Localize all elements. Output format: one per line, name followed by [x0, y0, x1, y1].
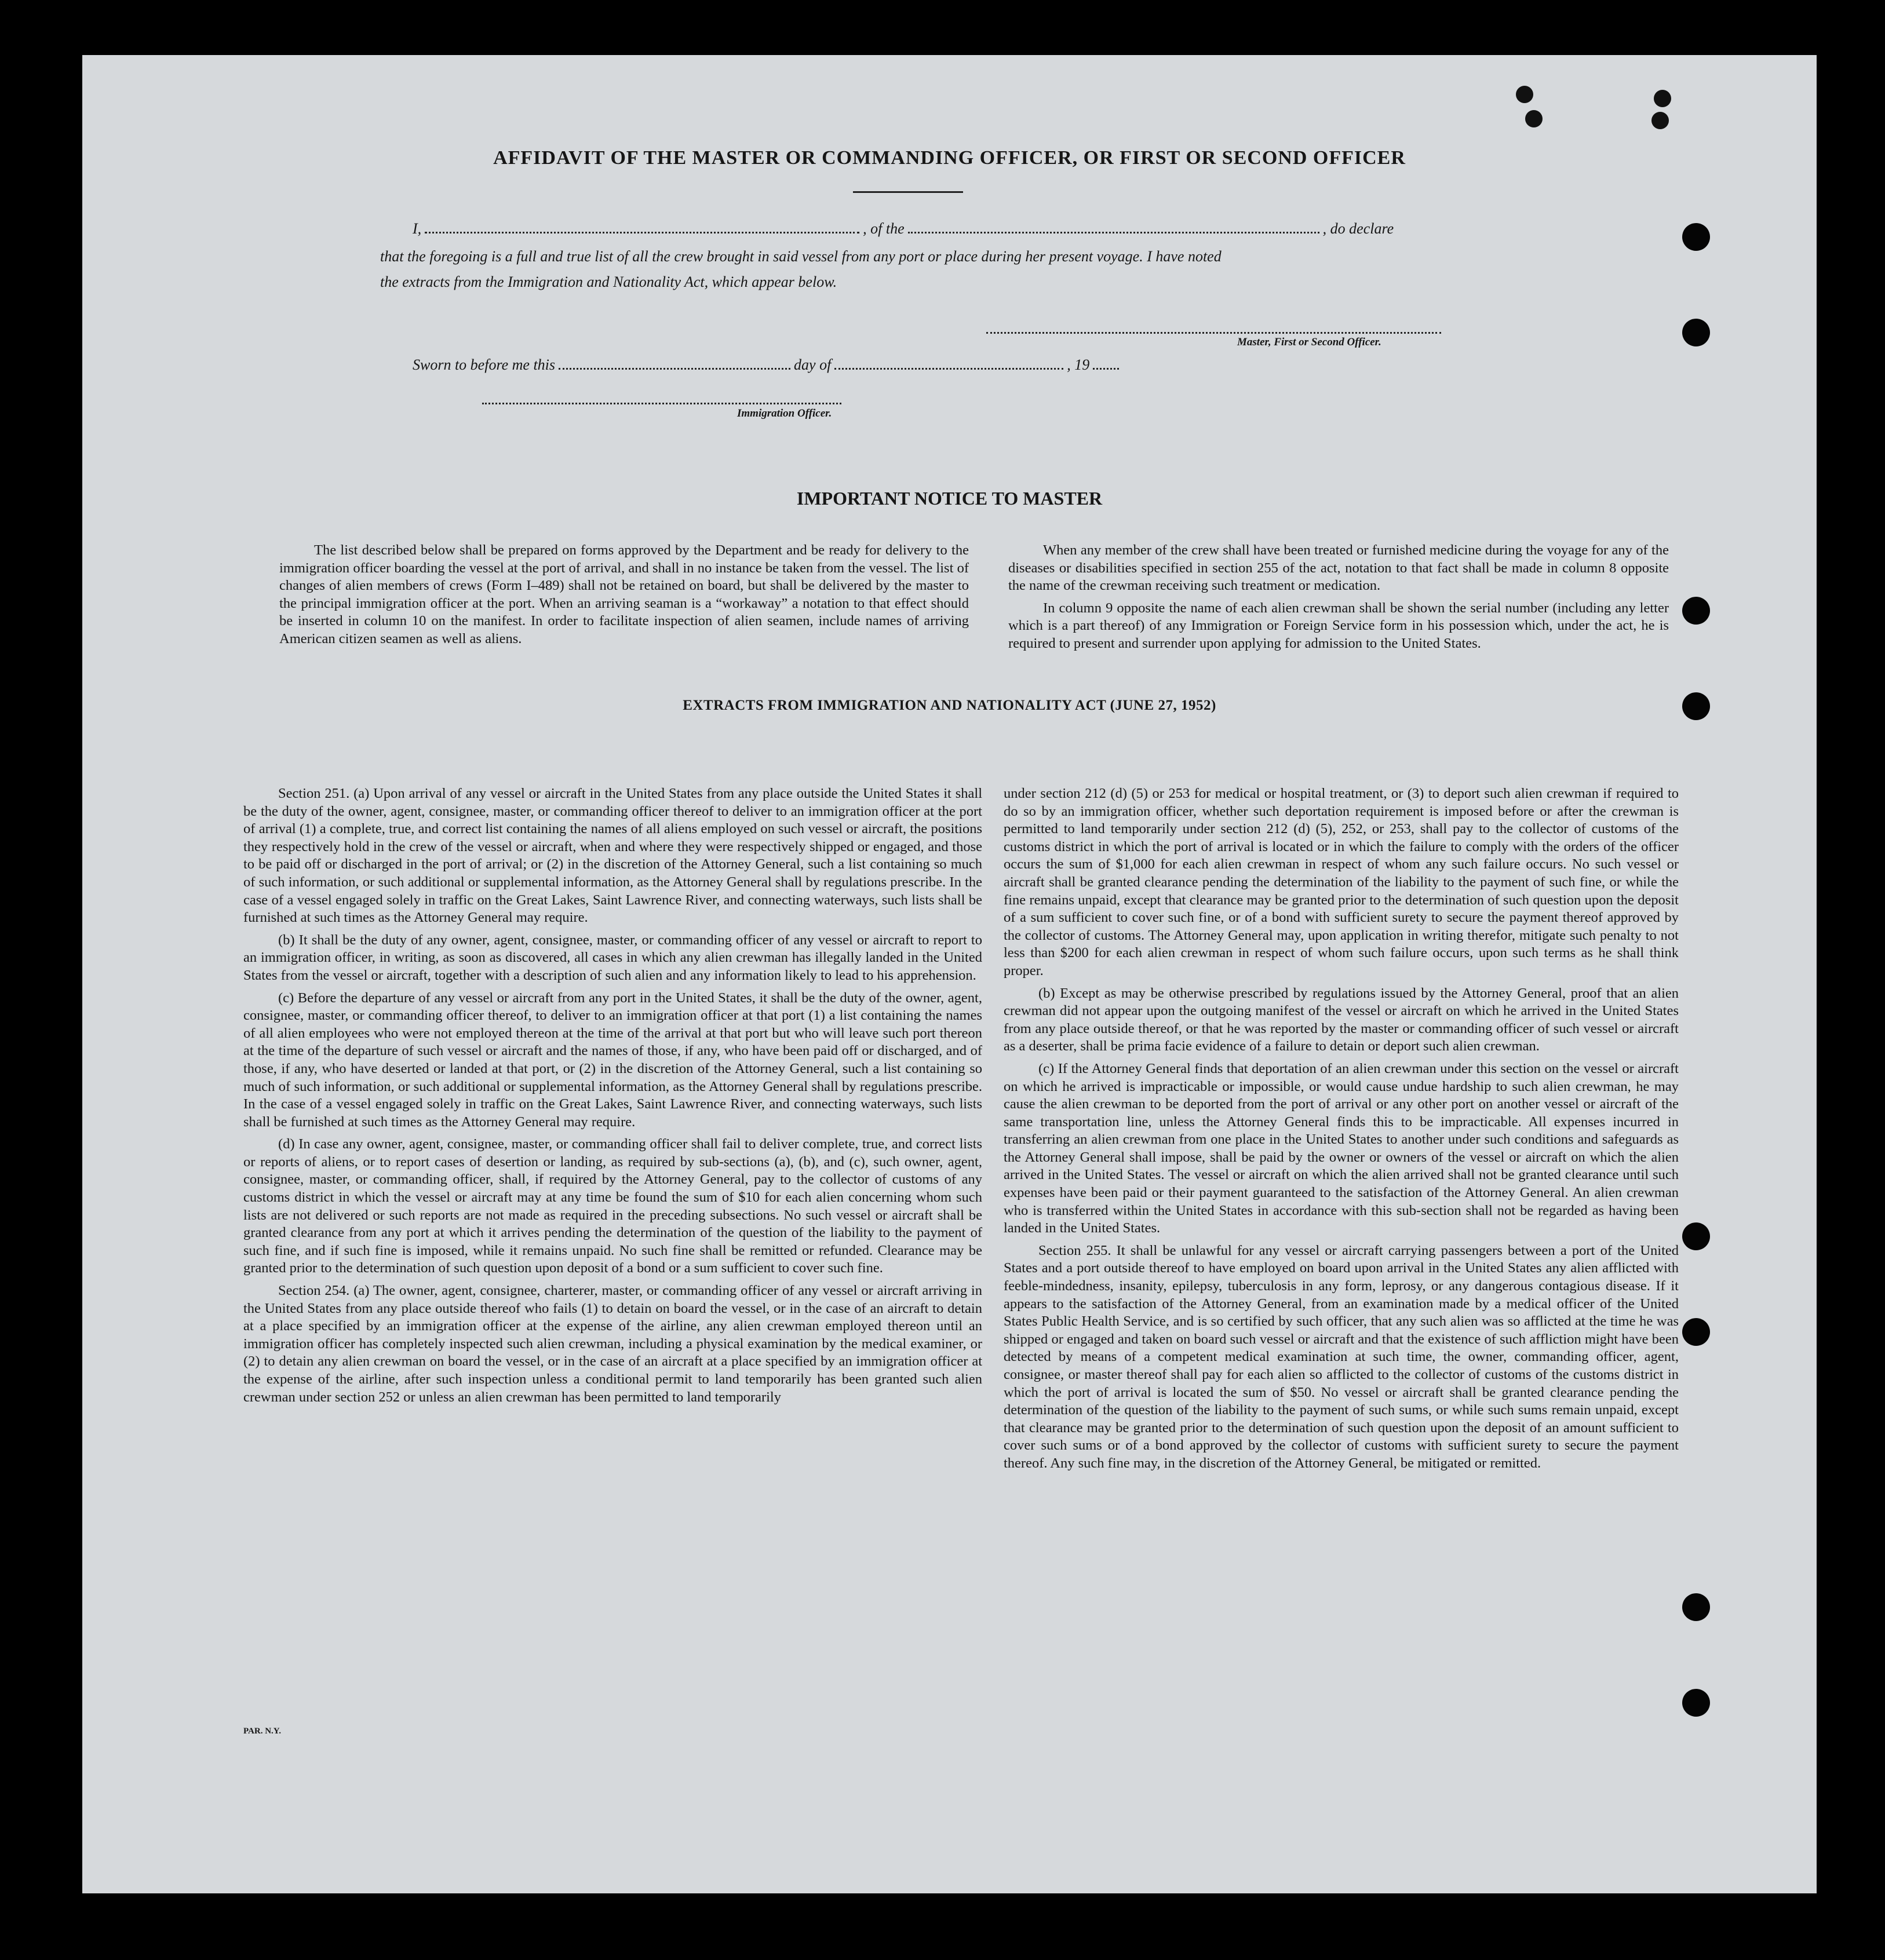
- affidavit-line-1: [413, 220, 1394, 238]
- sworn-start: Sworn to before me this: [413, 356, 556, 373]
- form-page: [82, 55, 1817, 1893]
- punch-hole: [1682, 319, 1710, 346]
- punch-hole: [1682, 1222, 1710, 1250]
- master-signature-line[interactable]: [986, 332, 1441, 334]
- section-251-d: (d) In case any owner, agent, consignee, master, or commanding officer shall fail to deliver complete, true, and correct lists or reports of aliens, or to report cases of desertion or landing, as required by sub-sections (a), (b), and (c), such owner, agent, consignee, master, or commanding officer, shall, if required by the Attorney General, pay to the collector of customs of any customs district in which the vessel or aircraft may at any time be found the sum of $10 for each alien concerning whom such lists are not delivered or such reports are not made as required in the preceding subsections. No such vessel or aircraft shall be granted clearance from any port at which it arrives pending the determination of the question of the liability to the payment of such fine, and if such fine is imposed, while it remains unpaid. No such fine shall be remitted or refunded. Clearance may be granted prior to the determination of such question upon deposit of a bond or a sum sufficient to cover such fine.: [243, 1136, 982, 1276]
- printer-mark: PAR. N.Y.: [243, 1727, 282, 1736]
- section-254-a-continued: under section 212 (d) (5) or 253 for medical or hospital treatment, or (3) to deport such alien crewman if required to do so by an immigration officer, whether such deportation requirement is imposed before or after the crewman is permitted to land temporarily under section 212 (d) (5), 252, or 253, shall pay to the collector of customs of the customs district in which the port of arrival is located or in which the failure to comply with the orders of the officer occurs the sum of $1,000 for each alien crewman in respect of whom any such failure occurs. No such vessel or aircraft shall be granted clearance pending the determination of the liability to the payment of such fine, or while the fine remains unpaid, except that clearance may be granted prior to the determination of such question upon the deposit of a sum sufficient to cover such fine, or of a bond with sufficient surety to secure the payment thereof approved by the collector of customs. The Attorney General may, upon application in writing therefor, mitigate such penalty to not less than $200 for each alien crewman in respect of whom such failure occurs, upon such terms as he shall think proper.: [1004, 786, 1679, 979]
- name-blank[interactable]: [425, 232, 859, 233]
- punch-hole: [1682, 1318, 1710, 1346]
- extracts-right-column: [1004, 785, 1679, 1712]
- staple-mark: [1525, 110, 1543, 127]
- notice-right-paragraph-2: In column 9 opposite the name of each alien crewman shall be shown the serial number (including any letter which is a part thereof) of any Immigration or Foreign Service form in his possession which, under the act, he is required to present and surrender upon applying for admission to the United States.: [1008, 600, 1669, 651]
- section-251-b: (b) It shall be the duty of any owner, agent, consignee, master, or commanding officer of any vessel or aircraft to report to an immigration officer, in writing, as soon as discovered, all cases in which any alien crewman has illegally landed in the United States from the vessel or aircraft, together with a description of such alien and any information likely to lead to his apprehension.: [243, 932, 982, 983]
- notice-left-paragraph: The list described below shall be prepared on forms approved by the Department and be ready for delivery to the immigration officer boarding the vessel at the port of arrival, and shall in no instance be taken from the vessel. The list of changes of alien members of crews (Form I–489) shall not be retained on board, but shall be delivered by the master to the principal immigration officer at the port. When an arriving seaman is a “workaway” a notation to that effect should be inserted in column 10 on the manifest. In order to facilitate inspection of alien seamen, include names of arriving American citizen seamen as well as aliens.: [279, 542, 969, 647]
- extracts-title: EXTRACTS FROM IMMIGRATION AND NATIONALITY ACT (JUNE 27, 1952): [683, 698, 1216, 713]
- punch-hole: [1682, 692, 1710, 720]
- notice-title: IMPORTANT NOTICE TO MASTER: [796, 488, 1103, 509]
- sworn-day-blank[interactable]: [559, 368, 790, 370]
- notice-right-paragraph-1: When any member of the crew shall have been treated or furnished medicine during the voyage for any of the diseases or disabilities specified in section 255 of the act, notation to that fact shall be made in column 8 opposite the name of the crewman receiving such treatment or medication.: [1008, 542, 1669, 594]
- master-caption: Master, First or Second Officer.: [1237, 336, 1381, 348]
- affidavit-title: AFFIDAVIT OF THE MASTER OR COMMANDING OFFICER, OR FIRST OR SECOND OFFICER: [493, 147, 1406, 169]
- vessel-blank[interactable]: [908, 232, 1319, 233]
- affidavit-line1-end: , do declare: [1322, 220, 1394, 237]
- affidavit-line1-start: I,: [413, 220, 422, 237]
- staple-mark: [1654, 90, 1671, 107]
- notice-left-column: [279, 542, 969, 653]
- sworn-day-label: day of: [794, 356, 832, 373]
- staple-mark: [1651, 112, 1669, 129]
- punch-hole: [1682, 1689, 1710, 1717]
- title-rule: [853, 191, 963, 193]
- officer-signature-line[interactable]: [482, 403, 841, 404]
- section-254-a: Section 254. (a) The owner, agent, consignee, charterer, master, or commanding officer of any vessel or aircraft arriving in the United States from any place outside thereof who fails (1) to detain on board the vessel, or in the case of an aircraft to detain at a place specified by an immigration officer at the expense of the airline, any alien crewman employed thereon until an immigration officer has completely inspected such alien crewman, including a physical examination by the medical examiner, or (2) to detain any alien crewman on board the vessel, or in the case of an aircraft at a place specified by an immigration officer at the expense of the airline, after such inspection unless a conditional permit to land temporarily has been granted such alien crewman under section 252 or unless an alien crewman has been permitted to land temporarily: [243, 1283, 982, 1405]
- sworn-line: [413, 356, 1122, 374]
- staple-mark: [1516, 86, 1533, 103]
- punch-hole: [1682, 223, 1710, 251]
- affidavit-line-2: that the foregoing is a full and true list of all the crew brought in said vessel from any port or place during her present voyage. I have noted: [380, 248, 1222, 265]
- punch-hole: [1682, 597, 1710, 625]
- section-255: Section 255. It shall be unlawful for any vessel or aircraft carrying passengers between a port of the United States and a port outside thereof to have employed on board upon arrival in the United States any alien afflicted with feeble-mindedness, insanity, epilepsy, tuberculosis in any form, leprosy, or any dangerous contagious disease. If it appears to the satisfaction of the Attorney General, from an examination made by a medical officer of the United States Public Health Service, and is so certified by such officer, that any such alien was so afflicted at the time he was shipped or engaged and taken on board such vessel or aircraft and that the existence of such affliction might have been detected by means of a competent medical examination at such time, the owner, commanding officer, agent, consignee, or master thereof shall pay for each alien so afflicted to the collector of customs of the customs district in which the port of arrival is located the sum of $50. No vessel or aircraft shall be granted clearance pending the determination of the question of the liability to the payment of such sums, or while such sums remain unpaid, except that clearance may be granted prior to the determination of such question upon the deposit of an amount sufficient to cover such sums or of a bond approved by the collector of customs with sufficient surety to secure the payment thereof. Any such fine may, in the discretion of the Attorney General, be mitigated or remitted.: [1004, 1242, 1679, 1471]
- officer-caption: Immigration Officer.: [737, 407, 832, 419]
- sworn-month-blank[interactable]: [834, 368, 1063, 370]
- section-254-c: (c) If the Attorney General finds that deportation of an alien crewman under this section on the vessel or aircraft on which he arrived is impracticable or impossible, or would cause undue hardship to such alien crewman, he may cause the alien crewman to be deported from the port of arrival or any other port on another vessel or aircraft of the same transportation line, unless the Attorney General finds this to be impracticable. All expenses incurred in transferring an alien crewman from one place in the United States to another under such conditions and safeguards as the Attorney General shall impose, shall be paid by the owner or owners of the vessel or aircraft on which the alien arrived in the United States. The vessel or aircraft on which the alien arrived shall not be granted clearance until such expenses have been paid or their payment guaranteed to the satisfaction of the Attorney General. An alien crewman who is transferred within the United States in accordance with this sub-section shall not be regarded as having been landed in the United States.: [1004, 1060, 1679, 1236]
- section-251-c: (c) Before the departure of any vessel or aircraft from any port in the United States, it shall be the duty of the owner, agent, consignee, master, or commanding officer thereof, to deliver to an immigration officer at that port (1) a list containing the names of all alien employees who were not employed thereon at the time of the arrival at that port but who will leave such port thereon at the time of the departure of such vessel or aircraft and the names of those, if any, who have been paid off or discharged, and of those, if any, who have deserted or landed at that port, or (2) in the discretion of the Attorney General, such a list containing so much of such information, or such additional or supplemental information, as the Attorney General shall by regulations prescribe. In the case of a vessel engaged solely in traffic on the Great Lakes, Saint Lawrence River, and connecting waterways, such lists shall be furnished at such times as the Attorney General may require.: [243, 990, 982, 1130]
- punch-hole: [1682, 1593, 1710, 1621]
- affidavit-line-3: the extracts from the Immigration and Nationality Act, which appear below.: [380, 273, 837, 290]
- sworn-year-blank[interactable]: [1093, 368, 1119, 370]
- affidavit-line1-mid: , of the: [863, 220, 905, 237]
- section-254-b: (b) Except as may be otherwise prescribed by regulations issued by the Attorney General, proof that an alien crewman did not appear upon the outgoing manifest of the vessel or aircraft on which he arrived in the United States from any place outside thereof, or that he was reported by the master or commanding officer of such vessel or aircraft as a deserter, shall be prima facie evidence of a failure to detain or deport such alien crewman.: [1004, 985, 1679, 1054]
- notice-right-column: [1008, 542, 1669, 658]
- sworn-year-label: , 19: [1067, 356, 1090, 373]
- section-251-a: Section 251. (a) Upon arrival of any vessel or aircraft in the United States from any place outside the United States it shall be the duty of the owner, agent, consignee, master, or commanding officer thereof to deliver to an immigration officer at the port of arrival (1) a complete, true, and correct list containing the names of all aliens employed on such vessel or aircraft, the positions they respectively hold in the crew of the vessel or aircraft, when and where they were respectively shipped or engaged, and those to be paid off or discharged in the port of arrival; or (2) in the discretion of the Attorney General, such a list containing so much of such information, or such additional or supplemental information, as the Attorney General shall by regulations prescribe. In the case of a vessel engaged solely in traffic on the Great Lakes, Saint Lawrence River, and connecting waterways, such lists shall be furnished at such times as the Attorney General may require.: [243, 786, 982, 926]
- extracts-left-column: [243, 785, 982, 1712]
